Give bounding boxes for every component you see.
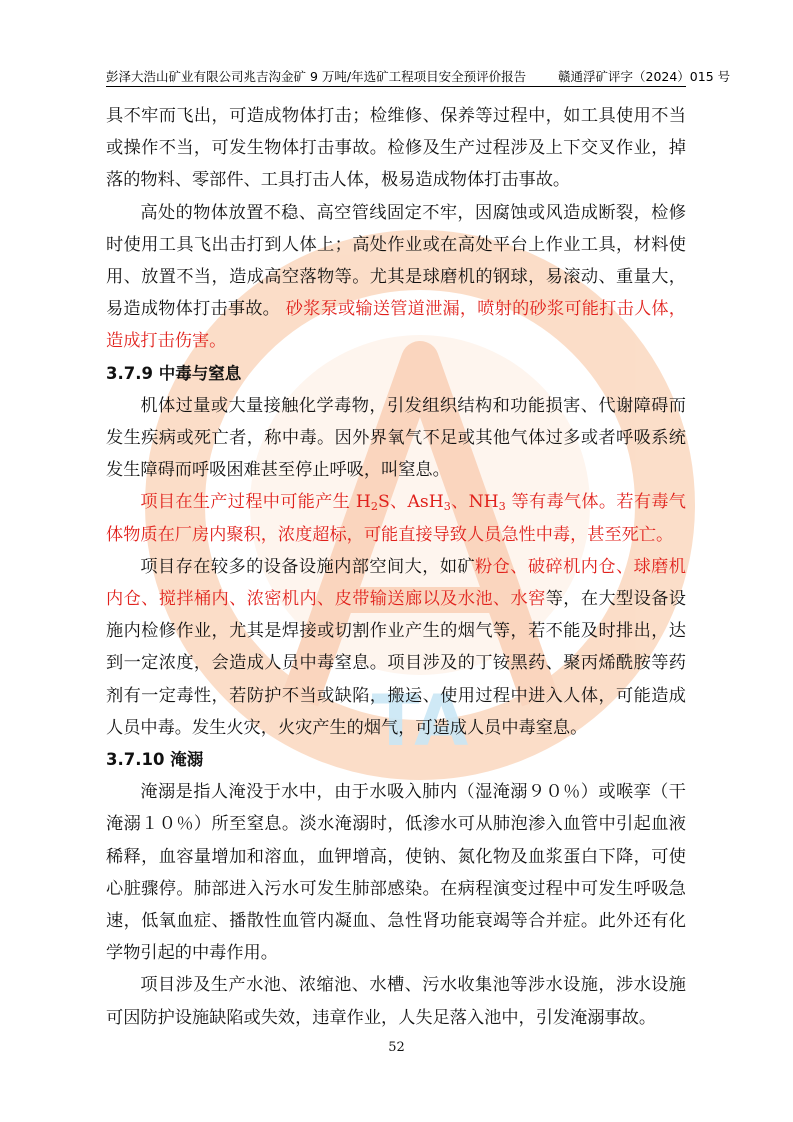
subscript: 2 [370,500,378,514]
paragraph-drowning-facilities: 项目涉及生产水池、浓缩池、水槽、污水收集池等涉水设施，涉水设施可因防护设施缺陷或失效，违章作业，人失足落入池中，引发淹溺事故。 [106,975,686,1028]
paragraph-confined-spaces [106,551,686,744]
header-report-title: 彭泽大浩山矿业有限公司兆吉沟金矿 9 万吨/年选矿工程项目安全预评价报告 [106,69,527,84]
paragraph-toxic-gases [106,486,686,550]
paragraph-falling-objects [106,197,686,358]
paragraph-drowning-definition: 淹溺是指人淹没于水中，由于水吸入肺内（湿淹溺９０％）或喉挛（干淹溺１０％）所至窒息。淡水淹溺时，低渗水可从肺泡渗入血管中引起血液稀释，血容量增加和溶血，血钾增高，使钠、氮化物及血浆蛋白下降，可使心脏骤停。肺部进入污水可发生肺部感染。在病程演变过程中可发生呼吸急速，低氧血症、播散性血管内凝血、急性肾功能衰竭等合并症。此外还有化学物引起的中毒作用。 [106,782,686,964]
section-heading-poisoning: 3.7.9 中毒与窒息 [106,363,242,383]
toxic-gases-text-a: 项目在生产过程中可能产生 H [140,492,371,513]
page-body [106,100,686,1034]
section-heading-drowning: 3.7.10 淹溺 [106,750,204,770]
confined-spaces-text-b: 等，在大型设备设施内检修作业，尤其是焊接或切割作业产生的烟气等，若不能及时排出，达到一定浓度，会造成人员中毒窒息。项目涉及的丁铵黑药、聚丙烯酰胺等药剂有一定毒性，若防护不当或缺陷，搬运、使用过程中进入人体，可能造成人员中毒。发生火灾，火灾产生的烟气，可造成人员中毒窒息。 [106,589,686,738]
confined-spaces-highlight: 粉仓、破碎机内仓、球磨机内仓、搅拌桶内、浓密机内、皮带输送廊以及水池、水窖 [106,556,686,610]
toxic-gases-text-b: S、AsH [377,492,444,513]
paragraph-falling-objects-text: 高处的物体放置不稳、高空管线固定不牢，因腐蚀或风造成断裂，检修时使用工具飞出击打到人体上；高处作业或在高处平台上作业工具，材料使用、放置不当，造成高空落物等。尤其是球磨机的钢球，易滚动、重量大，易造成物体打击事故。 [106,202,686,320]
svg-text:TA: TA [371,680,469,762]
subscript: 3 [443,500,451,514]
paragraph-object-strike-continued: 具不牢而飞出，可造成物体打击；检维修、保养等过程中，如工具使用不当或操作不当，可发生物体打击事故。检修及生产过程涉及上下交叉作业，掉落的物料、零部件、工具打击人体，极易造成物体打击事故。 [106,106,686,191]
toxic-gases-text-d: 等有毒气体。若有毒气体物质在厂房内聚积，浓度超标，可能直接导致人员急性中毒，甚至死亡。 [106,492,686,545]
page-number: 52 [388,1040,405,1055]
confined-spaces-text-a: 项目存在较多的设备设施内部空间大，如矿 [140,556,476,577]
toxic-gases-text-c: 、NH [450,492,499,513]
paragraph-slurry-leak-highlight: 砂浆泵或输送管道泄漏，喷射的砂浆可能打击人体，造成打击伤害。 [106,299,686,352]
subscript: 3 [498,500,506,514]
header-rule [106,86,686,87]
header-document-number: 赣通浮矿评字（2024）015 号 [558,69,731,84]
paragraph-poisoning-definition: 机体过量或大量接触化学毒物，引发组织结构和功能损害、代谢障碍而发生疾病或死亡者，称中毒。因外界氧气不足或其他气体过多或者呼吸系统发生障碍而呼吸困难甚至停止呼吸，叫窒息。 [106,395,686,481]
